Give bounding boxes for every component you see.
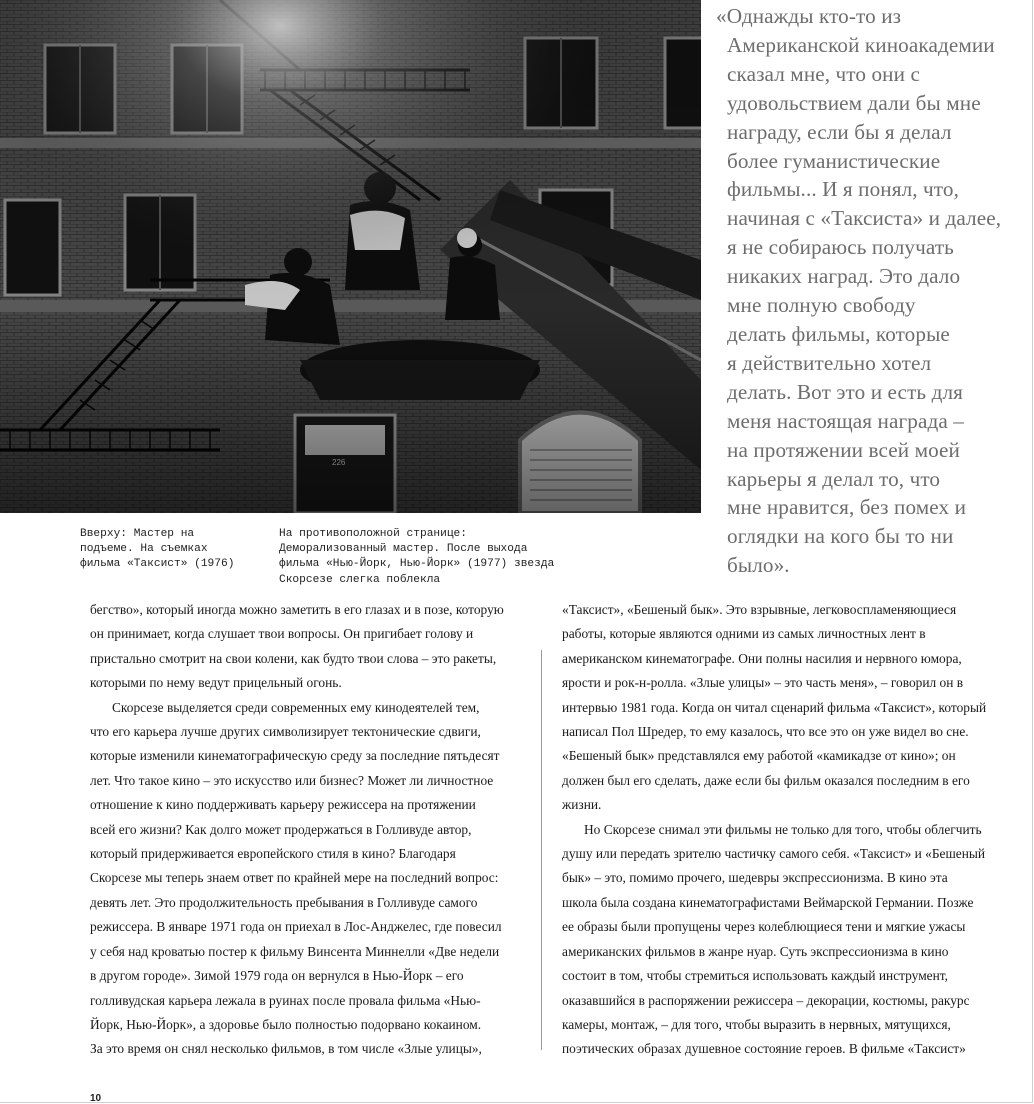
body-line: отношение к кино поддерживать карьеру режиссера на протяжении — [90, 797, 476, 813]
quote-line: начиная с «Таксиста» и далее, — [727, 206, 1002, 231]
caption-line: На противоположной странице: — [279, 528, 467, 540]
body-line: Йорк, Нью-Йорк», а здоровье было полностью подорвано кокаином. — [90, 1016, 482, 1032]
body-line: всей его жизни? Как долго может продержаться в Голливуде автор, — [90, 821, 472, 837]
body-line: что его карьера лучше других символизирует тектонические сдвиги, — [90, 724, 481, 740]
body-line: режиссера. В январе 1971 года он приехал в Лос-Анджелес, где повесил — [90, 919, 502, 935]
body-line: написал Пол Шредер, то ему казалось, что все это он уже видел во сне. — [562, 724, 969, 740]
body-line: работы, которые являются одними из самых личностных лент в — [562, 626, 926, 642]
body-line: у себя над кроватью постер к фильму Винсента Миннелли «Две недели — [90, 943, 500, 959]
film-set-photo — [0, 0, 701, 513]
quote-line: оглядки на кого бы то ни — [727, 524, 954, 549]
photo-caption-opposite-page — [279, 527, 609, 588]
caption-line: подъеме. На съемках — [80, 543, 208, 556]
body-line: «Таксист», «Бешеный бык». Это взрывные, легковоспламеняющиеся — [562, 602, 957, 617]
body-line: душу или передать зрителю частичку самого себя. «Таксист» и «Бешеный — [562, 846, 986, 862]
body-line: ее образы были пропущены через колеблющиеся тени и мягкие ужасы — [562, 919, 966, 935]
quote-line: Американской киноакадемии — [727, 32, 995, 57]
body-line: интервью 1981 года. Когда он читал сценарий фильма «Таксист», который — [562, 699, 987, 715]
body-line: который придерживается европейского стиля в кино? Благодаря — [90, 846, 456, 862]
quote-line: «Однажды кто-то из — [716, 4, 902, 28]
body-line: Скорсезе мы теперь знаем ответ по крайней мере на последний вопрос: — [90, 870, 499, 886]
quote-line: на протяжении всей моей — [727, 437, 960, 462]
caption-line: Скорсезе слегка поблекла — [279, 573, 441, 586]
body-line: пристально смотрит на свои колени, как будто твои слова – это ракеты, — [90, 650, 497, 666]
quote-line: награду, если бы я делал — [727, 119, 952, 144]
quote-line: было». — [727, 553, 790, 578]
caption-line: Вверху: Мастер на — [80, 528, 195, 540]
quote-line: мне нравится, без помех и — [727, 495, 967, 520]
quote-line: делать фильмы, которые — [727, 321, 950, 346]
body-line: школа была создана кинематографистами Веймарской Германии. Позже — [562, 894, 974, 910]
body-line: девять лет. Это продолжительность пребывания в Голливуде самого — [90, 894, 478, 910]
quote-line: карьеры я делал то, что — [727, 466, 941, 491]
caption-line: Деморализованный мастер. После выхода — [279, 543, 528, 556]
body-line: бык» – это, помимо прочего, шедевры экспрессионизма. В кино эта — [562, 870, 948, 886]
caption-line: фильма «Таксист» (1976) — [80, 558, 235, 571]
quote-line: никаких наград. Это дало — [727, 264, 961, 289]
quote-line: делать. Вот это и есть для — [727, 379, 963, 404]
body-line: Скорсезе выделяется среди современных ему кинодеятелей тем, — [112, 699, 480, 715]
body-line: голливудская карьера лежала в руинах после провала фильма «Нью- — [90, 992, 481, 1008]
column-divider — [541, 650, 542, 1050]
body-line: оказавшийся в распоряжении режиссера – декорации, костюмы, ракурс — [562, 992, 970, 1008]
body-line: Но Скорсезе снимал эти фильмы не только для того, чтобы облегчить — [584, 821, 982, 837]
body-line: лет. Что такое кино – это искусство или бизнес? Может ли личностное — [90, 772, 494, 788]
quote-line: удовольствием дали бы мне — [727, 90, 981, 115]
body-line: состоит в том, чтобы стремиться использовать каждый инструмент, — [562, 968, 948, 984]
body-line: он принимает, когда слушает твои вопросы. Он пригибает голову и — [90, 626, 474, 642]
body-line: в другом городе». Зимой 1979 года он вернулся в Нью-Йорк – его — [90, 968, 464, 984]
caption-line: фильма «Нью-Йорк, Нью-Йорк» (1977) звезда — [279, 558, 555, 571]
body-line: должен был его сделать, даже если бы фильм оказался последним в его — [562, 772, 970, 788]
quote-line: я действительно хотел — [727, 350, 932, 375]
body-line: которыми по нему ведут прицельный огонь. — [90, 675, 342, 691]
quote-line: фильмы... И я понял, что, — [727, 177, 959, 202]
quote-line: я не собираюсь получать — [727, 235, 954, 260]
body-column-right — [562, 598, 1002, 1062]
body-line: которые изменили кинематографическую среду за последние пятьдесят — [90, 748, 500, 764]
body-line: американском кинематографе. Они полны насилия и нервного юмора, — [562, 650, 962, 666]
body-line: За это время он снял несколько фильмов, в том числе «Злые улицы», — [90, 1041, 482, 1057]
quote-line: более гуманистические — [727, 148, 941, 173]
body-line: жизни. — [562, 797, 602, 813]
body-line: поэтических образах душевное состояние героев. В фильме «Таксист» — [562, 1041, 966, 1057]
quote-line: сказал мне, что они с — [727, 61, 920, 86]
body-line: камеры, монтаж, – для того, чтобы выразить в нервных, мятущихся, — [562, 1016, 951, 1032]
pull-quote — [716, 2, 1026, 580]
page-number: 10 — [90, 1093, 102, 1104]
body-column-left — [90, 598, 520, 1062]
quote-line: мне полную свободу — [727, 293, 916, 318]
body-line: ярости и рок-н-ролла. «Злые улицы» – это часть меня», – говорил он в — [562, 675, 964, 691]
body-line: американских фильмов в жанре нуар. Суть экспрессионизма в кино — [562, 943, 949, 959]
body-line: «Бешеный бык» представлялся ему работой «камикадзе от кино»; он — [562, 748, 956, 764]
body-line: бегство», который иногда можно заметить в его глазах и в позе, которую — [90, 602, 504, 617]
photo-caption-top — [80, 527, 265, 573]
quote-line: меня настоящая награда – — [727, 408, 964, 433]
